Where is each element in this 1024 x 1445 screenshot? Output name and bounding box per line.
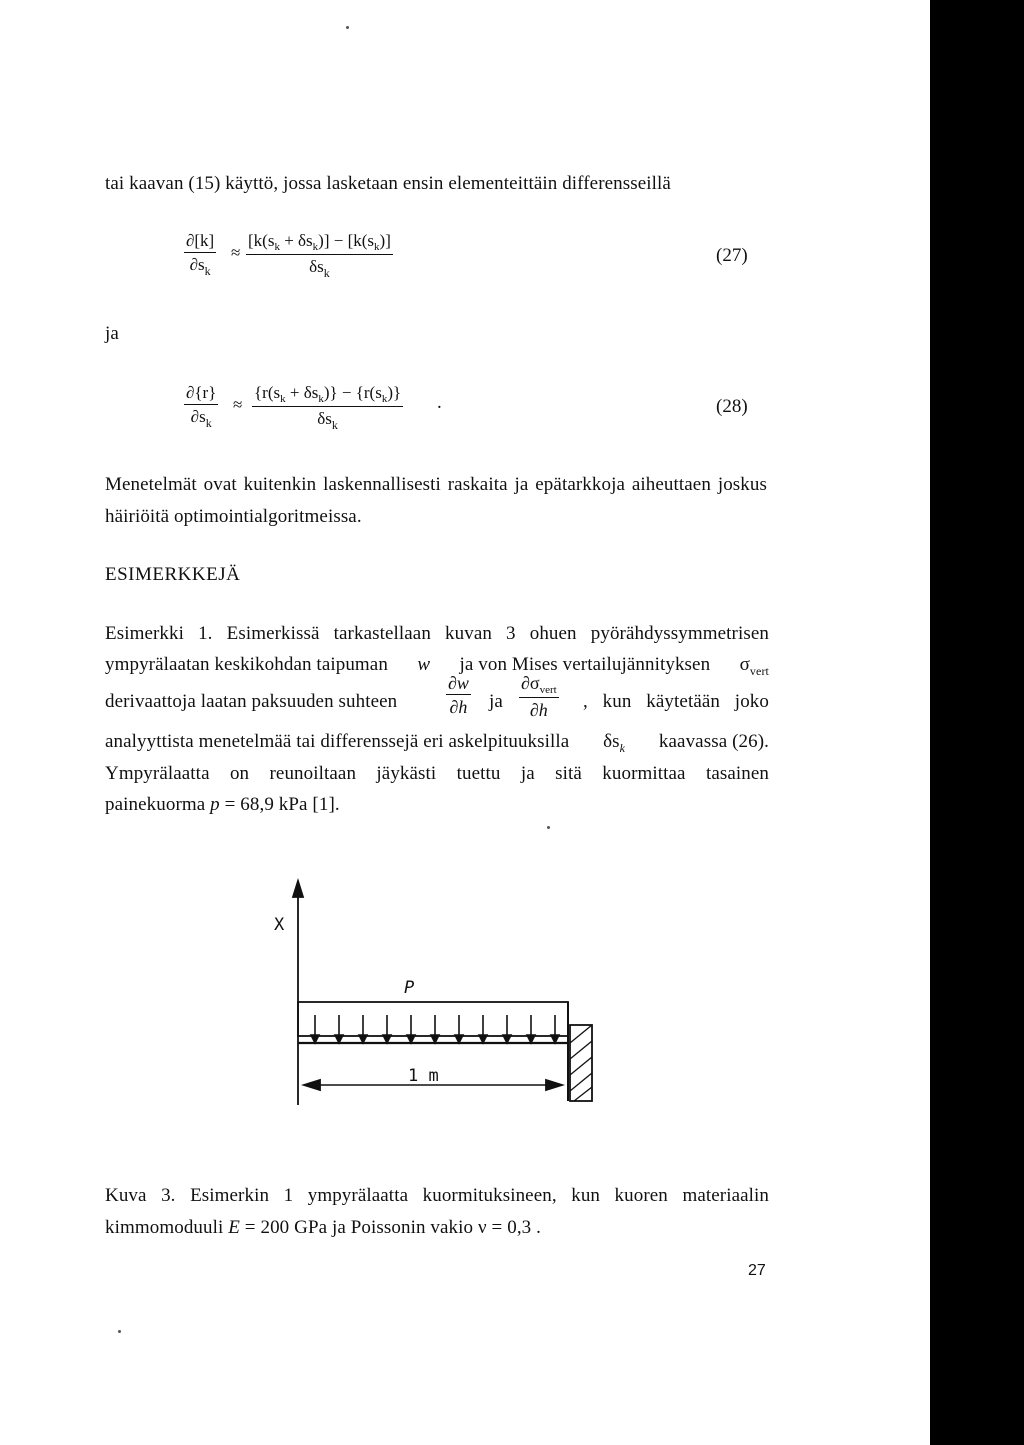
dim-arrow-right bbox=[546, 1080, 562, 1090]
eq28-period: . bbox=[437, 392, 442, 413]
eq28-rhs-a: {r(s bbox=[254, 383, 281, 402]
ja-connector: ja bbox=[105, 323, 119, 344]
p-symbol: p bbox=[210, 794, 220, 815]
section-heading: ESIMERKKEJÄ bbox=[105, 564, 241, 585]
intro-line: tai kaavan (15) käyttö, jossa lasketaan ensin elementeittäin differensseillä bbox=[105, 173, 671, 194]
load-label-p: P bbox=[404, 978, 415, 998]
axis-label-x: X bbox=[274, 915, 285, 935]
eq27-rhs-den: δs bbox=[309, 257, 324, 276]
plate-figure bbox=[260, 875, 620, 1135]
example-line-6: painekuorma p = 68,9 kPa [1]. bbox=[105, 794, 340, 815]
eq28-lhs: $\frac{\partial\{r\}}{\partial s_k}$ bbox=[186, 383, 217, 430]
eq27-approx: ≈ bbox=[231, 243, 241, 262]
scan-speck bbox=[118, 1330, 121, 1333]
eq27-lhs bbox=[184, 230, 216, 278]
nu-symbol: ν bbox=[478, 1217, 487, 1238]
eq28-rhs: $\{r(s_k + \delta s_k)\} - \{r(s_k)\}$ $\delta s_k$ bbox=[254, 383, 402, 432]
caption-line-1: Kuva 3. Esimerkin 1 ympyrälaatta kuormituksineen, kun kuoren materiaalin bbox=[105, 1185, 769, 1206]
eq28-lhs-num: ∂{r} bbox=[184, 382, 218, 405]
eq27-rhs: $[k(s_k + \delta s_k)] - [k(s_k)]$ $\delta s_k$ bbox=[248, 231, 391, 280]
load-arrows bbox=[311, 1015, 559, 1043]
eq27-rhs-a: [k(s bbox=[248, 231, 275, 250]
example-line-1: Esimerkki 1. Esimerkissä tarkastellaan kuvan 3 ohuen pyörähdyssymmetrisen bbox=[105, 623, 769, 644]
eq28-approx: ≈ bbox=[233, 395, 243, 414]
eq27-number: (27) bbox=[716, 245, 748, 266]
sigma-vert: $\sigma_{vert}$ bbox=[739, 654, 769, 678]
example-line-5: Ympyrälaatta on reunoiltaan jäykästi tuettu ja sitä kuormittaa tasainen bbox=[105, 763, 769, 784]
eq27-lhs-num: ∂[k] bbox=[184, 230, 216, 253]
paragraph-line-2: häiriöitä optimointialgoritmeissa. bbox=[105, 506, 362, 527]
paragraph-line-1: Menetelmät ovat kuitenkin laskennallisesti raskaita ja epätarkkoja aiheuttaen joskus bbox=[105, 474, 767, 495]
dim-arrow-left bbox=[304, 1080, 320, 1090]
e-symbol: E bbox=[228, 1217, 240, 1238]
caption-line-2: kimmomoduuli E = 200 GPa ja Poissonin vakio ν = 0,3 . bbox=[105, 1217, 541, 1238]
eq27-lhs-den: ∂s bbox=[189, 255, 205, 274]
document-page: tai kaavan (15) käyttö, jossa lasketaan ensin elementeittäin differensseillä $\frac{\partial[k]}{\partial s_k}$ ≈ $[k(s_k + \delta s_k)] - [k(s_k)]$ $\delta s_k$ (27) ja $\frac{\partial\{r\}}{\partial s_k}$ ≈ $\{r(s_k + \delta s_k)\} - \{r(s_k)\}$ $\delta s_k$ . (28) Menetelmät ovat kuitenkin laskennallisesti raskaita ja epätarkkoja aiheuttaen joskus häiriöitä optimointialgoritmeissa. ESIMERKKEJÄ Esimerkki 1. Esimerkissä tarkastellaan kuvan 3 ohuen pyörähdyssymmetrisen ympyrälaatan keskikohdan taipuman w ja von Mises vertailujännityksen $\sigma_{vert}$ derivaattoja laatan paksuuden suhteen $\frac{\partial w}{\partial h}$ ja $\partial\sigma_{vert}$ ∂h , kun käytetään joko analyyttista menetelmää tai differenssejä eri askelpituuksilla $\delta s_k$ kaavassa (26). Ympyrälaatta on reunoiltaan jäykästi tuettu ja sitä kuormittaa tasainen painekuorma p = 68,9 kPa [1]. X P 1 m Kuva 3. Esimerkin 1 ympyrälaatta kuormituksineen, kun kuoren materiaalin kimmomoduuli E = 200 GPa ja Poissonin vakio ν = 0,3 . 27 bbox=[0, 0, 930, 1445]
example-line-2: ympyrälaatan keskikohdan taipuman w ja von Mises vertailujännityksen $\sigma_{vert}$ bbox=[105, 654, 769, 678]
delta-s-k: $\delta s_k$ bbox=[603, 731, 626, 755]
dw-dh-fraction: $\frac{\partial w}{\partial h}$ bbox=[448, 673, 469, 717]
page-number: 27 bbox=[748, 1262, 766, 1279]
eq28-rhs-den: δs bbox=[317, 409, 332, 428]
scan-speck bbox=[346, 26, 349, 29]
scan-speck bbox=[547, 826, 550, 829]
eq28-number: (28) bbox=[716, 396, 748, 417]
dsigma-dh-fraction: $\partial\sigma_{vert}$ ∂h bbox=[521, 673, 557, 720]
example-line-4: analyyttista menetelmää tai differenssejä eri askelpituuksilla $\delta s_k$ kaavassa (26). bbox=[105, 731, 769, 755]
axis-arrow bbox=[293, 881, 303, 897]
dimension-label: 1 m bbox=[408, 1066, 439, 1086]
eq28-lhs-den: ∂s bbox=[190, 407, 206, 426]
eq27-lhs-sub: k bbox=[204, 264, 211, 278]
w-symbol: w bbox=[417, 654, 431, 675]
